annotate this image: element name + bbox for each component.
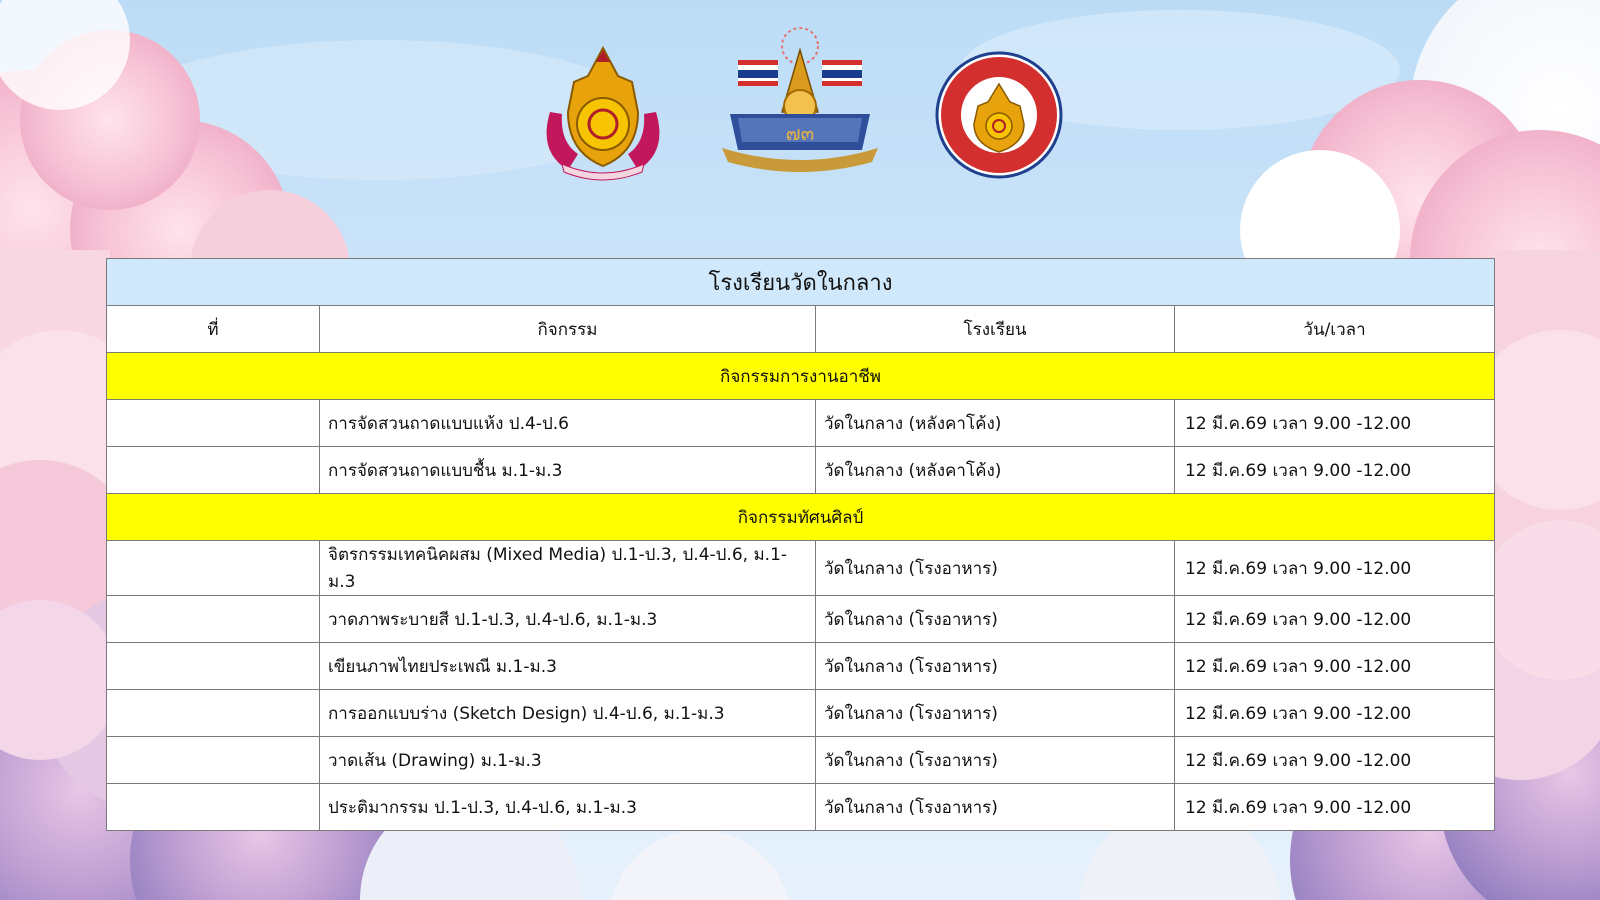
section-row-visual-arts bbox=[107, 494, 1495, 541]
table-row bbox=[107, 400, 1495, 447]
cell-datetime: 12 มี.ค.69 เวลา 9.00 -12.00 bbox=[1175, 643, 1495, 690]
table-row bbox=[107, 784, 1495, 831]
cell-no bbox=[107, 596, 320, 643]
cell-school: วัดในกลาง (โรงอาหาร) bbox=[816, 643, 1175, 690]
cell-school: วัดในกลาง (โรงอาหาร) bbox=[816, 690, 1175, 737]
cell-no bbox=[107, 541, 320, 596]
school-logo bbox=[934, 50, 1064, 180]
table-row bbox=[107, 643, 1495, 690]
section-title: กิจกรรมการงานอาชีพ bbox=[107, 353, 1495, 400]
cell-activity: จิตรกรรมเทคนิคผสม (Mixed Media) ป.1-ป.3, ป.4-ป.6, ม.1-ม.3 bbox=[320, 541, 816, 596]
cell-datetime: 12 มี.ค.69 เวลา 9.00 -12.00 bbox=[1175, 690, 1495, 737]
cell-datetime: 12 มี.ค.69 เวลา 9.00 -12.00 bbox=[1175, 596, 1495, 643]
cell-datetime: 12 มี.ค.69 เวลา 9.00 -12.00 bbox=[1175, 541, 1495, 596]
table-row bbox=[107, 596, 1495, 643]
cell-datetime: 12 มี.ค.69 เวลา 9.00 -12.00 bbox=[1175, 784, 1495, 831]
activity-schedule-table bbox=[106, 258, 1495, 831]
cell-school: วัดในกลาง (หลังคาโค้ง) bbox=[816, 400, 1175, 447]
cell-school: วัดในกลาง (หลังคาโค้ง) bbox=[816, 447, 1175, 494]
cell-no bbox=[107, 690, 320, 737]
table-header-row bbox=[107, 306, 1495, 353]
cell-no bbox=[107, 447, 320, 494]
column-header-activity: กิจกรรม bbox=[320, 306, 816, 353]
cell-datetime: 12 มี.ค.69 เวลา 9.00 -12.00 bbox=[1175, 447, 1495, 494]
cell-datetime: 12 มี.ค.69 เวลา 9.00 -12.00 bbox=[1175, 400, 1495, 447]
cell-activity: ประติมากรรม ป.1-ป.3, ป.4-ป.6, ม.1-ม.3 bbox=[320, 784, 816, 831]
section-title: กิจกรรมทัศนศิลป์ bbox=[107, 494, 1495, 541]
svg-text:๗๓: ๗๓ bbox=[785, 121, 815, 145]
column-header-school: โรงเรียน bbox=[816, 306, 1175, 353]
table-row bbox=[107, 737, 1495, 784]
cell-no bbox=[107, 400, 320, 447]
logo-bar bbox=[0, 0, 1600, 250]
table-row bbox=[107, 541, 1495, 596]
cell-activity: เขียนภาพไทยประเพณี ม.1-ม.3 bbox=[320, 643, 816, 690]
cell-school: วัดในกลาง (โรงอาหาร) bbox=[816, 784, 1175, 831]
cell-datetime: 12 มี.ค.69 เวลา 9.00 -12.00 bbox=[1175, 737, 1495, 784]
obec-logo bbox=[538, 42, 668, 182]
cell-activity: วาดภาพระบายสี ป.1-ป.3, ป.4-ป.6, ม.1-ม.3 bbox=[320, 596, 816, 643]
table-row bbox=[107, 447, 1495, 494]
column-header-datetime: วัน/เวลา bbox=[1175, 306, 1495, 353]
cell-activity: การจัดสวนถาดแบบชื้น ม.1-ม.3 bbox=[320, 447, 816, 494]
cell-activity: การจัดสวนถาดแบบแห้ง ป.4-ป.6 bbox=[320, 400, 816, 447]
cell-no bbox=[107, 784, 320, 831]
anniversary-emblem bbox=[712, 22, 888, 178]
table-title: โรงเรียนวัดในกลาง bbox=[107, 259, 1495, 306]
section-row-career bbox=[107, 353, 1495, 400]
cell-no bbox=[107, 643, 320, 690]
cell-activity: วาดเส้น (Drawing) ม.1-ม.3 bbox=[320, 737, 816, 784]
column-header-no: ที่ bbox=[107, 306, 320, 353]
cell-no bbox=[107, 737, 320, 784]
cell-activity: การออกแบบร่าง (Sketch Design) ป.4-ป.6, ม.1-ม.3 bbox=[320, 690, 816, 737]
table-title-row bbox=[107, 259, 1495, 306]
table-row bbox=[107, 690, 1495, 737]
cell-school: วัดในกลาง (โรงอาหาร) bbox=[816, 596, 1175, 643]
cell-school: วัดในกลาง (โรงอาหาร) bbox=[816, 737, 1175, 784]
cell-school: วัดในกลาง (โรงอาหาร) bbox=[816, 541, 1175, 596]
